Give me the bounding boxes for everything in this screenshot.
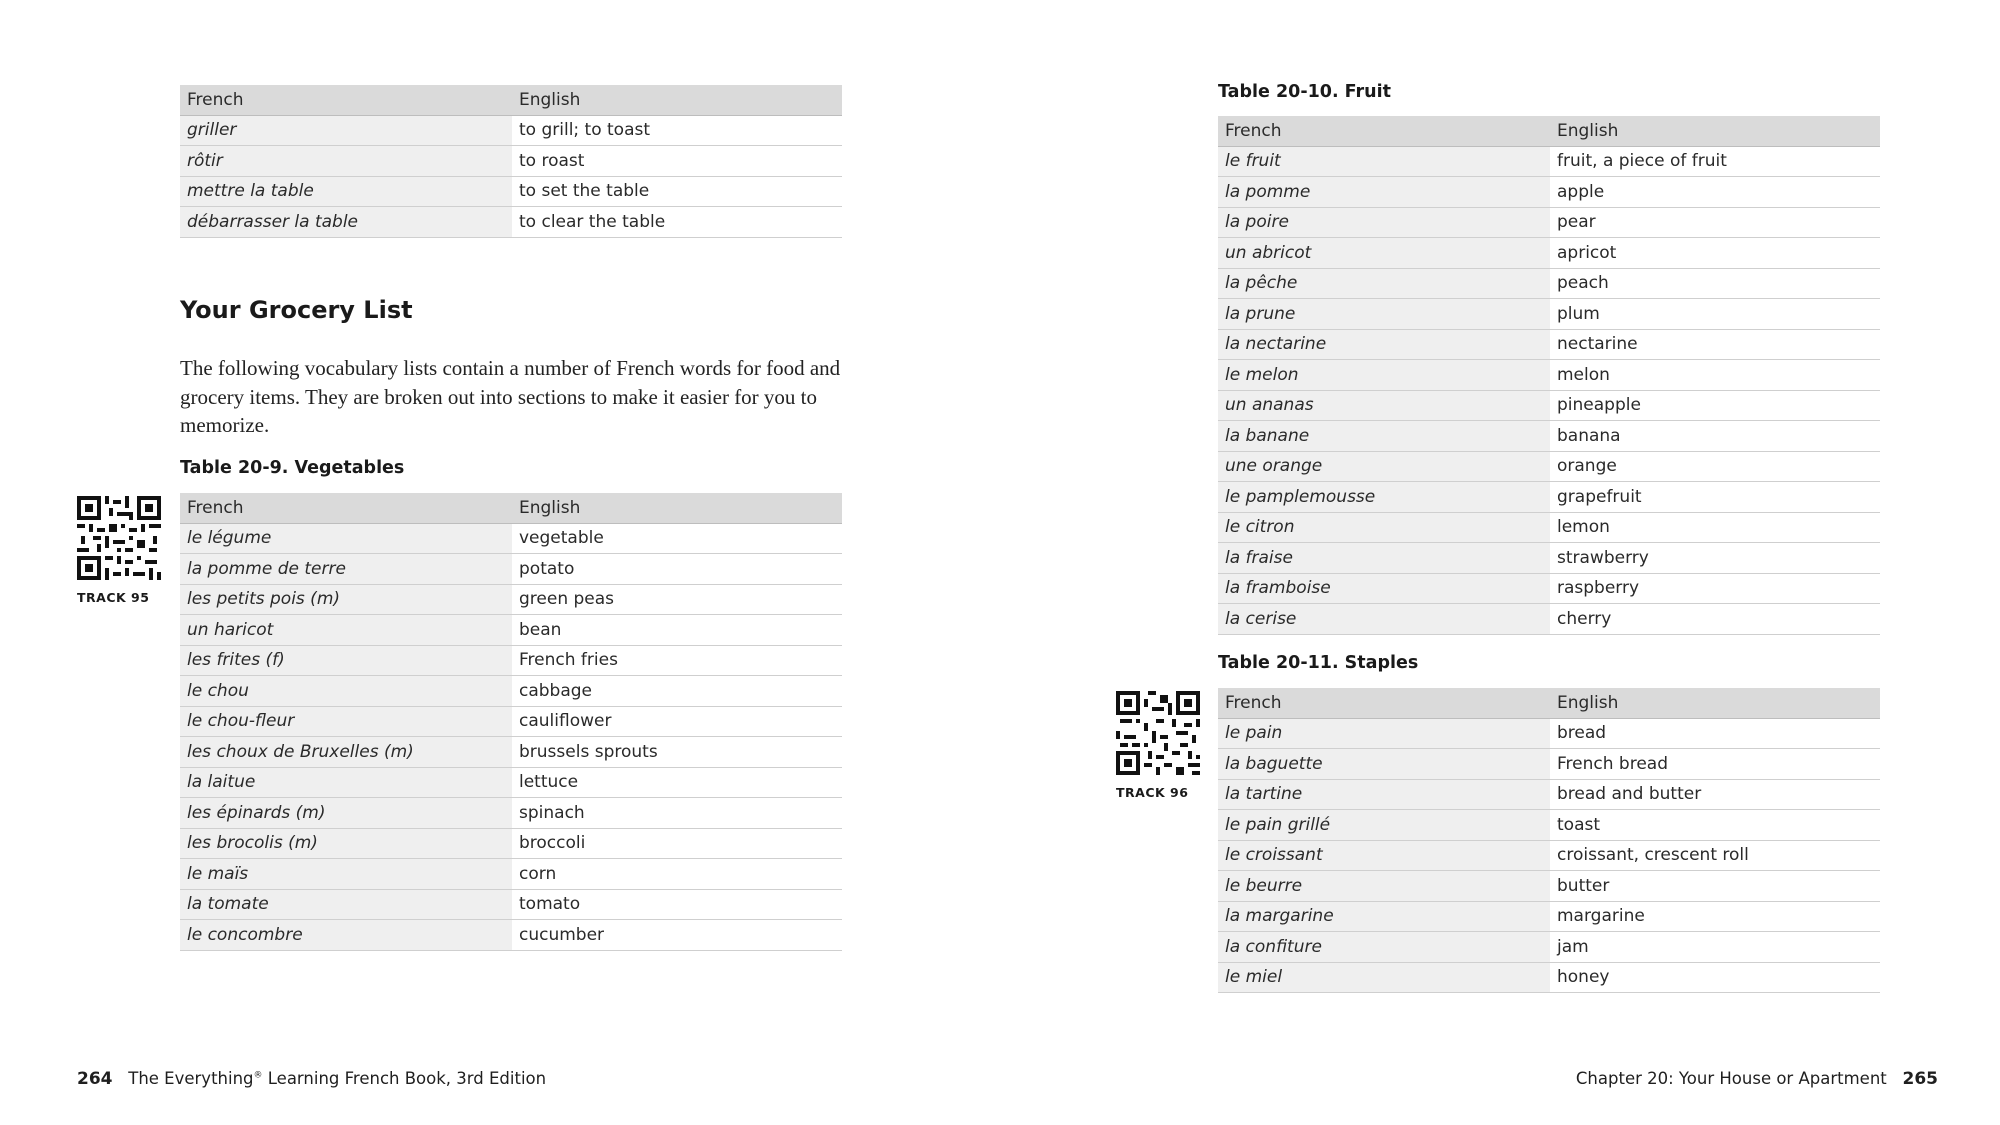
french-term: une orange (1218, 451, 1550, 482)
table-row (1218, 871, 1880, 902)
intro-line: memorize. (180, 413, 270, 437)
column-header-english: English (1550, 116, 1880, 146)
french-term: la baguette (1218, 749, 1550, 780)
table-row (1218, 390, 1880, 421)
table-row (180, 676, 842, 707)
table-row (1218, 810, 1880, 841)
english-translation: nectarine (1550, 329, 1880, 360)
french-term: un haricot (180, 615, 512, 646)
right-page (1000, 0, 2000, 1125)
table-row (1218, 360, 1880, 391)
french-term: le croissant (1218, 840, 1550, 871)
fruit-table-caption: Table 20-10. Fruit (1218, 82, 1391, 102)
table-row (1218, 718, 1880, 749)
table-row (180, 115, 842, 146)
english-translation: melon (1550, 360, 1880, 391)
french-term: le beurre (1218, 871, 1550, 902)
table-row (1218, 451, 1880, 482)
intro-line: The following vocabulary lists contain a number of French words for food and (180, 356, 841, 380)
english-translation: lettuce (512, 767, 842, 798)
english-translation: grapefruit (1550, 482, 1880, 513)
french-term: la tomate (180, 889, 512, 920)
french-term: le citron (1218, 512, 1550, 543)
french-term: rôtir (180, 146, 512, 177)
table-row (180, 207, 842, 238)
french-term: la poire (1218, 207, 1550, 238)
english-translation: plum (1550, 299, 1880, 330)
left-footer (77, 1069, 546, 1089)
french-term: le pain (1218, 718, 1550, 749)
english-translation: apricot (1550, 238, 1880, 269)
table-row (180, 584, 842, 615)
french-term: le fruit (1218, 146, 1550, 177)
french-term: la margarine (1218, 901, 1550, 932)
french-term: le pain grillé (1218, 810, 1550, 841)
table-row (1218, 329, 1880, 360)
table-row (180, 615, 842, 646)
english-translation: broccoli (512, 828, 842, 859)
table-row (1218, 207, 1880, 238)
intro-paragraph (180, 354, 860, 440)
english-translation: corn (512, 859, 842, 890)
english-translation: vegetable (512, 523, 842, 554)
staples-table (1218, 688, 1880, 993)
french-term: le concombre (180, 920, 512, 951)
french-term: la pêche (1218, 268, 1550, 299)
english-translation: to clear the table (512, 207, 842, 238)
french-term: les petits pois (m) (180, 584, 512, 615)
french-term: le maïs (180, 859, 512, 890)
english-translation: cabbage (512, 676, 842, 707)
french-term: la laitue (180, 767, 512, 798)
english-translation: butter (1550, 871, 1880, 902)
table-row (1218, 962, 1880, 993)
english-translation: honey (1550, 962, 1880, 993)
english-translation: jam (1550, 932, 1880, 963)
table-row (180, 920, 842, 951)
column-header-english: English (512, 85, 842, 115)
french-term: griller (180, 115, 512, 146)
english-translation: to set the table (512, 176, 842, 207)
english-translation: banana (1550, 421, 1880, 452)
french-term: les choux de Bruxelles (m) (180, 737, 512, 768)
table-row (1218, 177, 1880, 208)
french-term: les frites (f) (180, 645, 512, 676)
english-translation: French bread (1550, 749, 1880, 780)
column-header-french: French (180, 493, 512, 523)
table-row (180, 859, 842, 890)
vegetables-table (180, 493, 842, 951)
column-header-french: French (1218, 116, 1550, 146)
staples-table-caption: Table 20-11. Staples (1218, 653, 1419, 673)
book-title: The Everything® Learning French Book, 3rd Edition (128, 1069, 547, 1088)
table-row (180, 523, 842, 554)
table-row (180, 889, 842, 920)
table-row (1218, 840, 1880, 871)
table-row (1218, 421, 1880, 452)
french-term: la cerise (1218, 604, 1550, 635)
page-number: 265 (1902, 1069, 1938, 1089)
french-term: les épinards (m) (180, 798, 512, 829)
french-term: un ananas (1218, 390, 1550, 421)
track-label: TRACK 95 (77, 590, 150, 605)
english-translation: bread and butter (1550, 779, 1880, 810)
table-row (180, 828, 842, 859)
vegetables-table-caption: Table 20-9. Vegetables (180, 458, 405, 478)
french-term: la tartine (1218, 779, 1550, 810)
section-heading: Your Grocery List (180, 296, 413, 324)
english-translation: cherry (1550, 604, 1880, 635)
table-header-row (1218, 116, 1880, 146)
english-translation: bean (512, 615, 842, 646)
table-row (1218, 749, 1880, 780)
english-translation: spinach (512, 798, 842, 829)
english-translation: cucumber (512, 920, 842, 951)
table-row (1218, 268, 1880, 299)
fruit-table (1218, 116, 1880, 635)
page-number: 264 (77, 1069, 113, 1089)
english-translation: potato (512, 554, 842, 585)
english-translation: peach (1550, 268, 1880, 299)
column-header-english: English (1550, 688, 1880, 718)
french-term: le chou-fleur (180, 706, 512, 737)
french-term: le légume (180, 523, 512, 554)
english-translation: tomato (512, 889, 842, 920)
english-translation: croissant, crescent roll (1550, 840, 1880, 871)
english-translation: bread (1550, 718, 1880, 749)
french-term: le pamplemousse (1218, 482, 1550, 513)
french-term: les brocolis (m) (180, 828, 512, 859)
table-header-row (180, 493, 842, 523)
english-translation: pear (1550, 207, 1880, 238)
table-row (1218, 573, 1880, 604)
table-row (180, 146, 842, 177)
table-row (1218, 901, 1880, 932)
table-row (1218, 932, 1880, 963)
french-term: la fraise (1218, 543, 1550, 574)
table-row (1218, 604, 1880, 635)
audio-track-96[interactable] (1116, 691, 1200, 800)
french-term: la nectarine (1218, 329, 1550, 360)
table-row (1218, 482, 1880, 513)
table-row (1218, 779, 1880, 810)
french-term: débarrasser la table (180, 207, 512, 238)
qr-code-icon[interactable] (77, 496, 161, 580)
english-translation: raspberry (1550, 573, 1880, 604)
english-translation: cauliflower (512, 706, 842, 737)
french-term: la pomme de terre (180, 554, 512, 585)
english-translation: fruit, a piece of fruit (1550, 146, 1880, 177)
table-row (1218, 146, 1880, 177)
table-row (1218, 299, 1880, 330)
table-row (180, 554, 842, 585)
audio-track-95[interactable] (77, 496, 161, 605)
column-header-french: French (180, 85, 512, 115)
column-header-english: English (512, 493, 842, 523)
verbs-table (180, 85, 842, 238)
french-term: un abricot (1218, 238, 1550, 269)
english-translation: orange (1550, 451, 1880, 482)
french-term: la confiture (1218, 932, 1550, 963)
french-term: la framboise (1218, 573, 1550, 604)
right-footer (1576, 1069, 1938, 1089)
french-term: le melon (1218, 360, 1550, 391)
french-term: le chou (180, 676, 512, 707)
table-header-row (180, 85, 842, 115)
table-row (180, 737, 842, 768)
table-row (1218, 238, 1880, 269)
french-term: mettre la table (180, 176, 512, 207)
table-row (180, 767, 842, 798)
english-translation: toast (1550, 810, 1880, 841)
french-term: la banane (1218, 421, 1550, 452)
english-translation: lemon (1550, 512, 1880, 543)
french-term: la prune (1218, 299, 1550, 330)
english-translation: green peas (512, 584, 842, 615)
table-row (180, 645, 842, 676)
table-row (180, 176, 842, 207)
track-label: TRACK 96 (1116, 785, 1189, 800)
english-translation: pineapple (1550, 390, 1880, 421)
english-translation: to grill; to toast (512, 115, 842, 146)
english-translation: to roast (512, 146, 842, 177)
table-row (1218, 543, 1880, 574)
english-translation: strawberry (1550, 543, 1880, 574)
english-translation: margarine (1550, 901, 1880, 932)
intro-line: grocery items. They are broken out into sections to make it easier for you to (180, 384, 818, 409)
table-row (180, 798, 842, 829)
qr-code-icon[interactable] (1116, 691, 1200, 775)
french-term: le miel (1218, 962, 1550, 993)
english-translation: apple (1550, 177, 1880, 208)
table-row (1218, 512, 1880, 543)
column-header-french: French (1218, 688, 1550, 718)
table-header-row (1218, 688, 1880, 718)
chapter-title: Chapter 20: Your House or Apartment (1575, 1069, 1887, 1088)
english-translation: brussels sprouts (512, 737, 842, 768)
french-term: la pomme (1218, 177, 1550, 208)
table-row (180, 706, 842, 737)
english-translation: French fries (512, 645, 842, 676)
